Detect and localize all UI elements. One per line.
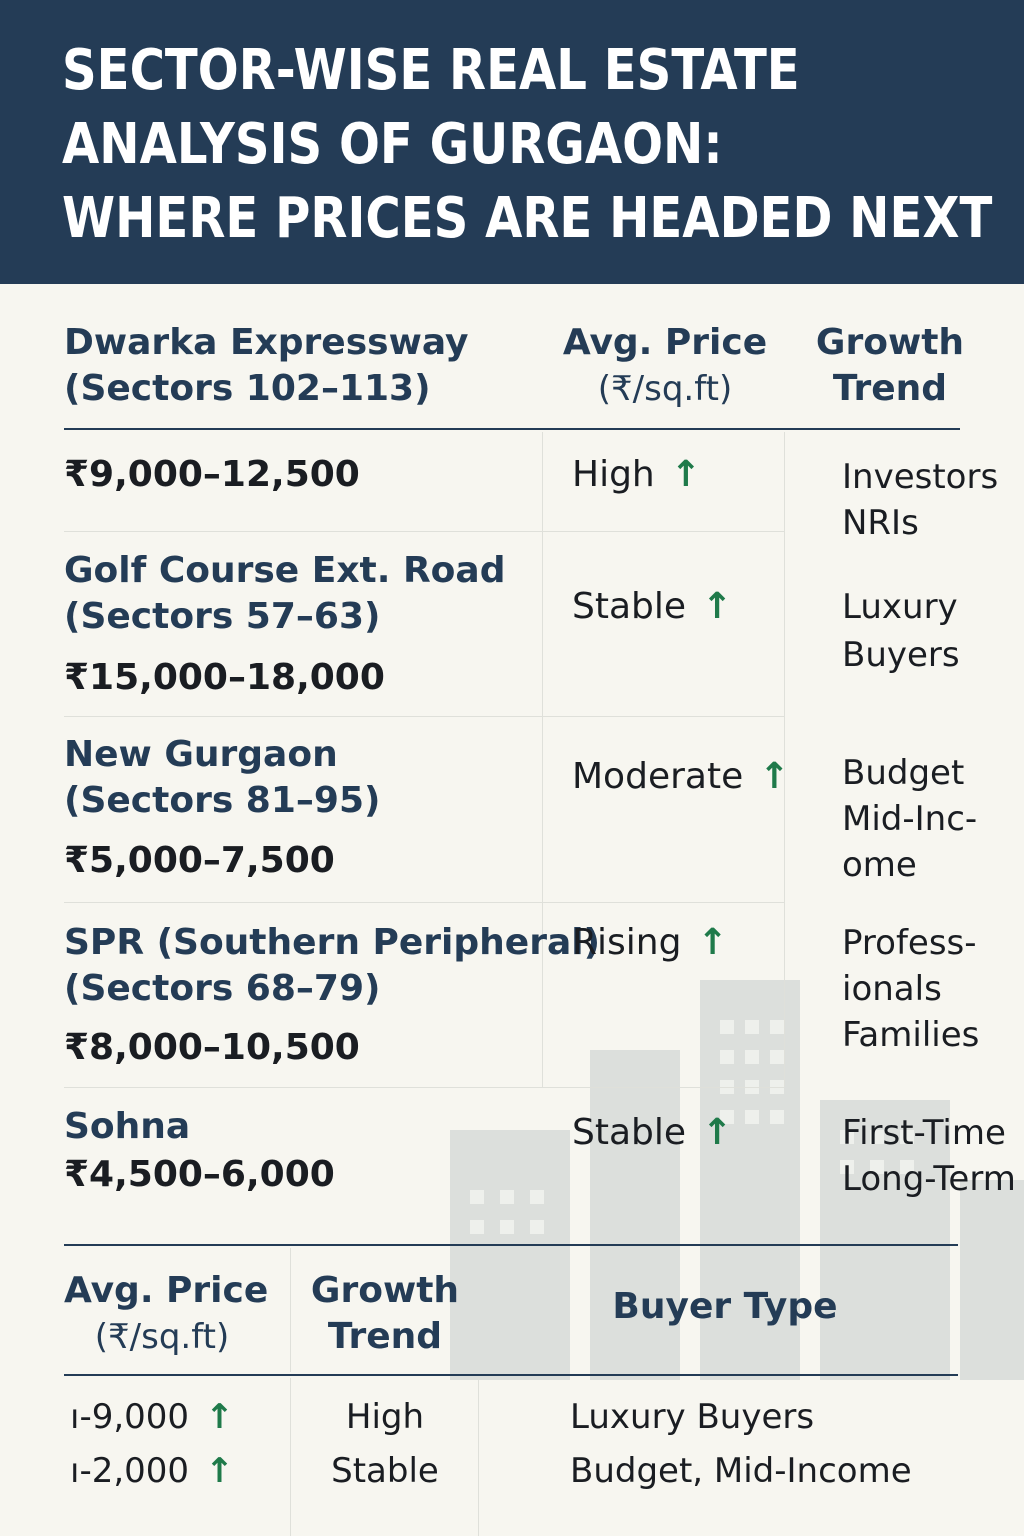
row-4-buyer-line2: ionals bbox=[842, 969, 942, 1009]
row-4-sector-name: SPR (Southern Peripheral) bbox=[64, 922, 601, 963]
up-arrow-icon: ↑ bbox=[702, 1112, 733, 1153]
second-row-2-trend: Stable bbox=[331, 1451, 439, 1491]
row-3-trend: Moderate ↑ bbox=[572, 756, 790, 797]
row-3-buyer-line2: Mid-Inc- bbox=[842, 799, 978, 839]
row-2-sector-name: Golf Course Ext. Road bbox=[64, 550, 506, 591]
second-header-buyer-type: Buyer Type bbox=[612, 1286, 838, 1327]
up-arrow-icon: ↑ bbox=[205, 1451, 234, 1491]
header-avg-price: Avg. Price bbox=[562, 322, 768, 363]
header-growth: Growth bbox=[815, 322, 965, 363]
second-header-trend: Trend bbox=[327, 1316, 443, 1357]
column-divider bbox=[478, 1378, 479, 1536]
row-5-buyer-line2: Long-Term bbox=[842, 1159, 1016, 1199]
up-arrow-icon: ↑ bbox=[759, 756, 790, 797]
row-divider bbox=[64, 1087, 784, 1088]
row-2-price: ₹15,000–18,000 bbox=[64, 657, 385, 698]
second-row-2-buyer: Budget, Mid-Income bbox=[570, 1451, 912, 1491]
row-divider bbox=[64, 716, 784, 717]
row-3-buyer-line3: ome bbox=[842, 845, 917, 885]
header-trend: Trend bbox=[832, 368, 948, 409]
second-row-1-buyer: Luxury Buyers bbox=[570, 1397, 815, 1437]
row-3-sector-range: (Sectors 81–95) bbox=[64, 780, 381, 821]
second-table-top-rule bbox=[64, 1244, 958, 1246]
up-arrow-icon: ↑ bbox=[702, 586, 733, 627]
row-2-buyer-line1: Luxury bbox=[842, 587, 958, 627]
header-divider bbox=[64, 428, 960, 430]
row-1-buyer-line2: NRIs bbox=[842, 503, 919, 543]
row-5-price: ₹4,500–6,000 bbox=[64, 1154, 335, 1195]
row-4-buyer-line1: Profess- bbox=[842, 923, 977, 963]
title-line-2: ANALYSIS OF GURGAON: bbox=[62, 112, 723, 177]
row-3-buyer-line1: Budget bbox=[842, 753, 965, 793]
row-4-price: ₹8,000–10,500 bbox=[64, 1027, 360, 1068]
title-line-1: SECTOR-WISE REAL ESTATE bbox=[62, 38, 800, 103]
header-price-unit: (₹/sq.ft) bbox=[597, 369, 733, 409]
header-sector-line2: (Sectors 102–113) bbox=[64, 368, 431, 409]
second-row-1-trend: High bbox=[345, 1397, 425, 1437]
row-divider bbox=[64, 902, 784, 903]
up-arrow-icon: ↑ bbox=[697, 922, 728, 963]
second-row-1-price: ı-9,000 ↑ bbox=[70, 1397, 234, 1437]
row-4-buyer-line3: Families bbox=[842, 1015, 980, 1055]
row-1-price: ₹9,000–12,500 bbox=[64, 454, 360, 495]
row-5-trend: Stable ↑ bbox=[572, 1112, 733, 1153]
title-banner bbox=[0, 0, 1024, 284]
row-5-sector-name: Sohna bbox=[64, 1106, 191, 1147]
row-5-buyer-line1: First-Time bbox=[842, 1113, 1006, 1153]
row-1-trend: High ↑ bbox=[572, 454, 701, 495]
up-arrow-icon: ↑ bbox=[670, 454, 701, 495]
row-4-sector-range: (Sectors 68–79) bbox=[64, 968, 381, 1009]
row-divider bbox=[64, 531, 784, 532]
up-arrow-icon: ↑ bbox=[205, 1397, 234, 1437]
second-header-growth: Growth bbox=[310, 1270, 460, 1311]
row-2-trend: Stable ↑ bbox=[572, 586, 733, 627]
row-2-sector-range: (Sectors 57–63) bbox=[64, 596, 381, 637]
row-3-sector-name: New Gurgaon bbox=[64, 734, 338, 775]
header-sector-line1: Dwarka Expressway bbox=[64, 322, 469, 363]
second-row-2-price: ı-2,000 ↑ bbox=[70, 1451, 234, 1491]
column-divider bbox=[290, 1248, 291, 1372]
row-2-buyer-line2: Buyers bbox=[842, 635, 960, 675]
row-3-price: ₹5,000–7,500 bbox=[64, 840, 335, 881]
column-divider bbox=[290, 1378, 291, 1536]
row-4-trend: Rising ↑ bbox=[572, 922, 728, 963]
row-1-buyer-line1: Investors bbox=[842, 457, 999, 497]
second-header-price-unit: (₹/sq.ft) bbox=[94, 1317, 230, 1357]
title-line-3: WHERE PRICES ARE HEADED NEXT bbox=[62, 186, 993, 251]
second-header-avg-price: Avg. Price bbox=[64, 1270, 269, 1311]
second-table-header-rule bbox=[64, 1374, 958, 1376]
